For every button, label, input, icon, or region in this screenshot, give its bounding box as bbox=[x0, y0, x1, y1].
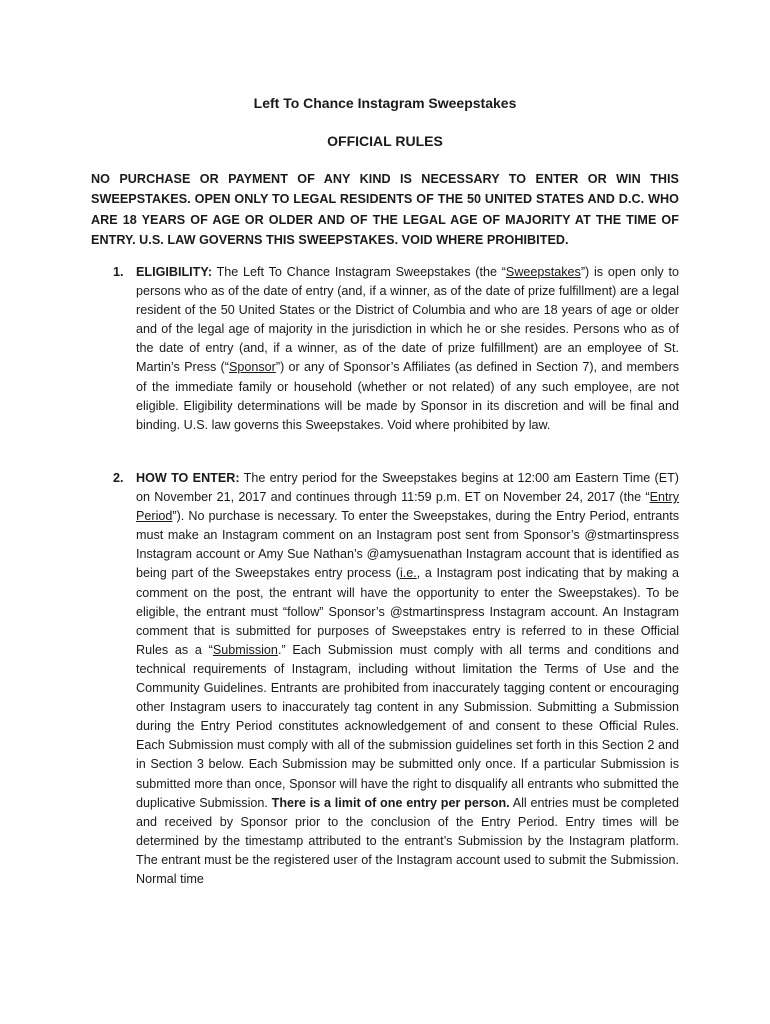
section-number: 2. bbox=[113, 471, 124, 485]
section-eligibility bbox=[91, 263, 679, 435]
section-body bbox=[136, 263, 679, 435]
section-text: ”) or any of Sponsor’s Affiliates (as defined in Section 7), and members of the immediate family or household (whether or not related) of any such employee, are not eligible. Eligibility determinations will be made by Sponsor in its discretion and will be final and binding. U.S. law governs this Sweepstakes. Void where prohibited by law. bbox=[136, 360, 680, 432]
section-how-to-enter bbox=[91, 469, 679, 889]
intro-paragraph: NO PURCHASE OR PAYMENT OF ANY KIND IS NECESSARY TO ENTER OR WIN THIS SWEEPSTAKES. OPEN ONLY TO LEGAL RESIDENTS OF THE 50 UNITED STATES AND D.C. WHO ARE 18 YEARS OF AGE OR OLDER AND OF THE LEGAL AGE OF MAJORITY AT THE TIME OF ENTRY. U.S. LAW GOVERNS THIS SWEEPSTAKES. VOID WHERE PROHIBITED. bbox=[91, 172, 679, 247]
section-number: 1. bbox=[113, 265, 124, 279]
section-heading: ELIGIBILITY: bbox=[136, 265, 213, 279]
defined-term: Sponsor bbox=[228, 360, 276, 375]
document-title: Left To Chance Instagram Sweepstakes bbox=[253, 95, 517, 111]
defined-term: Sweepstakes bbox=[505, 265, 581, 279]
emphasis-text: There is a limit of one entry per person. bbox=[271, 795, 510, 810]
section-heading: HOW TO ENTER: bbox=[136, 471, 240, 485]
section-text: ”). No purchase is necessary. To enter the Sweepstakes, during the Entry Period, entrants must make an Instagram comment on an Instagram post sent from Sponsor’s @stmartinspress Instagram account or Amy Sue Nathan’s @amysuenathan Instagram account that is identified as being part of the Sweepstakes entry process ( bbox=[136, 509, 679, 581]
section-text: The entry period for the Sweepstakes begins at 12:00 am Eastern Time (ET) on November 21, 2017 and continues through 11:59 p.m. ET on November 24, 2017 (the “ bbox=[136, 471, 679, 505]
section-text: The Left To Chance Instagram Sweepstakes (the “ bbox=[212, 265, 506, 279]
defined-term: Entry Period bbox=[136, 490, 679, 524]
defined-term: Submission bbox=[212, 642, 278, 657]
section-text: .” Each Submission must comply with all terms and conditions and technical requirements of Instagram, including without limitation the Terms of Use and the Community Guidelines. Entrants are prohibited from inaccurately tagging content or encouraging other Instagram users to inaccurately tag content in any Submission. Submitting a Submission during the Entry Period constitutes acknowledgement of and consent to these Official Rules. Each Submission must comply with all of the submission guidelines set forth in this Section 2 and in Section 3 below. Each Submission may be submitted only once. If a particular Submission is submitted more than once, Sponsor will have the right to disqualify all entrants who submitted the duplicative Submission. bbox=[136, 642, 679, 810]
abbreviation: i.e. bbox=[399, 566, 417, 581]
section-text: , a Instagram post indicating that by making a comment on the post, the entrant will have the opportunity to enter the Sweepstakes). To be eligible, the entrant must “follow” Sponsor’s @stmartinspress Instagram account. An Instagram comment that is submitted for purposes of Sweepstakes entry is referred to in these Official Rules as a “ bbox=[136, 566, 679, 657]
section-text: ”) is open only to persons who as of the date of entry (and, if a winner, as of the date of prize fulfillment) are a legal resident of the 50 United States or the District of Columbia and who are 18 years of age or older and of the legal age of majority in the jurisdiction in which he or she resides. Persons who as of the date of entry (and, if a winner, as of the date of prize fulfillment) are an employee of St. Martin’s Press (“ bbox=[136, 265, 679, 375]
section-text: All entries must be completed and received by Sponsor prior to the conclusion of the Entry Period. Entry times will be determined by the timestamp attributed to the entrant’s Submission by the Instagram platform. The entrant must be the registered user of the Instagram account used to submit the Submission. Normal time bbox=[136, 795, 679, 886]
document-subtitle: OFFICIAL RULES bbox=[327, 133, 443, 149]
section-body bbox=[136, 469, 679, 889]
